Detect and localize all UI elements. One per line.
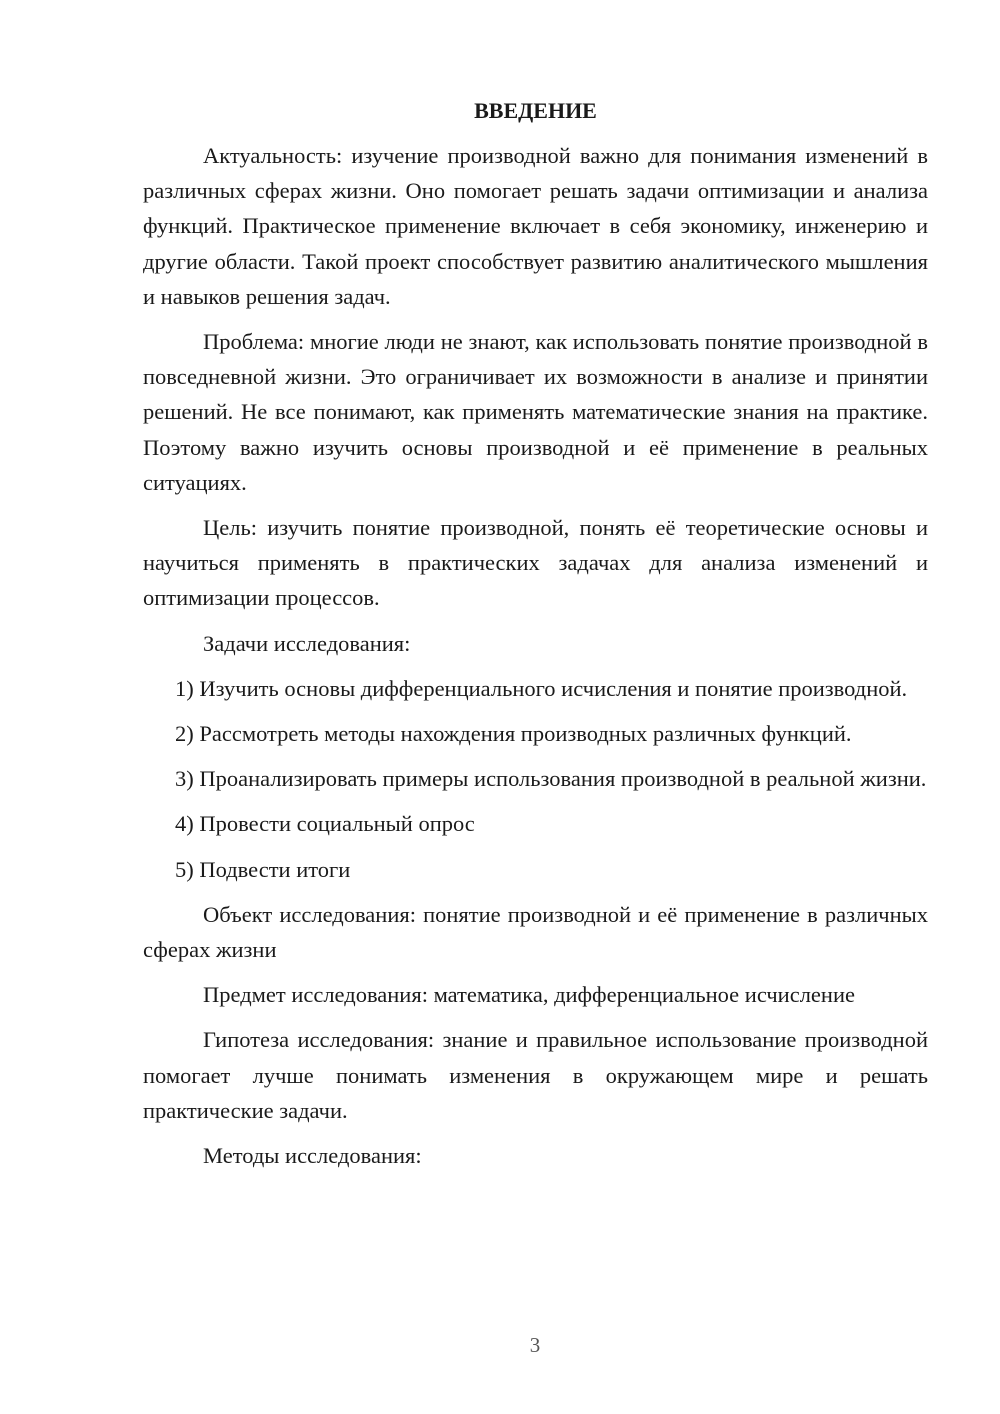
- task-item-4: 4) Провести социальный опрос: [175, 811, 475, 837]
- paragraph-problem: Проблема: многие люди не знают, как использовать понятие производной в повседневной жизни. Это ограничивает их возможности в анализе и принятии решений. Не все понимают, как применять математические знания на практике. Поэтому важно изучить основы производной и её применение в реальных ситуациях.: [143, 329, 928, 495]
- paragraph-tasks-heading: Задачи исследования:: [203, 630, 411, 656]
- paragraph-subject: Предмет исследования: математика, дифференциальное исчисление: [203, 982, 855, 1008]
- task-item-3: 3) Проанализировать примеры использования производной в реальной жизни.: [175, 766, 927, 792]
- paragraph-object: Объект исследования: понятие производной и её применение в различных сферах жизни: [143, 901, 928, 963]
- page-title: ВВЕДЕНИЕ: [474, 98, 597, 123]
- task-item-5: 5) Подвести итоги: [175, 856, 351, 882]
- paragraph-goal: Цель: изучить понятие производной, понять её теоретические основы и научиться применять в практических задачах для анализа изменений и оптимизации процессов.: [143, 515, 928, 611]
- paragraph-hypothesis: Гипотеза исследования: знание и правильное использование производной помогает лучше понимать изменения в окружающем мире и решать практические задачи.: [143, 1027, 928, 1123]
- paragraph-methods: Методы исследования:: [203, 1143, 422, 1169]
- paragraph-relevance: Актуальность: изучение производной важно для понимания изменений в различных сферах жизни. Оно помогает решать задачи оптимизации и анализа функций. Практическое применение включает в себя экономику, инженерию и другие области. Такой проект способствует развитию аналитического мышления и навыков решения задач.: [143, 143, 928, 309]
- document-page: [143, 95, 928, 1183]
- page-number: 3: [529, 1333, 541, 1357]
- task-item-1: 1) Изучить основы дифференциального исчисления и понятие производной.: [175, 675, 908, 701]
- task-item-2: 2) Рассмотреть методы нахождения производных различных функций.: [175, 721, 852, 747]
